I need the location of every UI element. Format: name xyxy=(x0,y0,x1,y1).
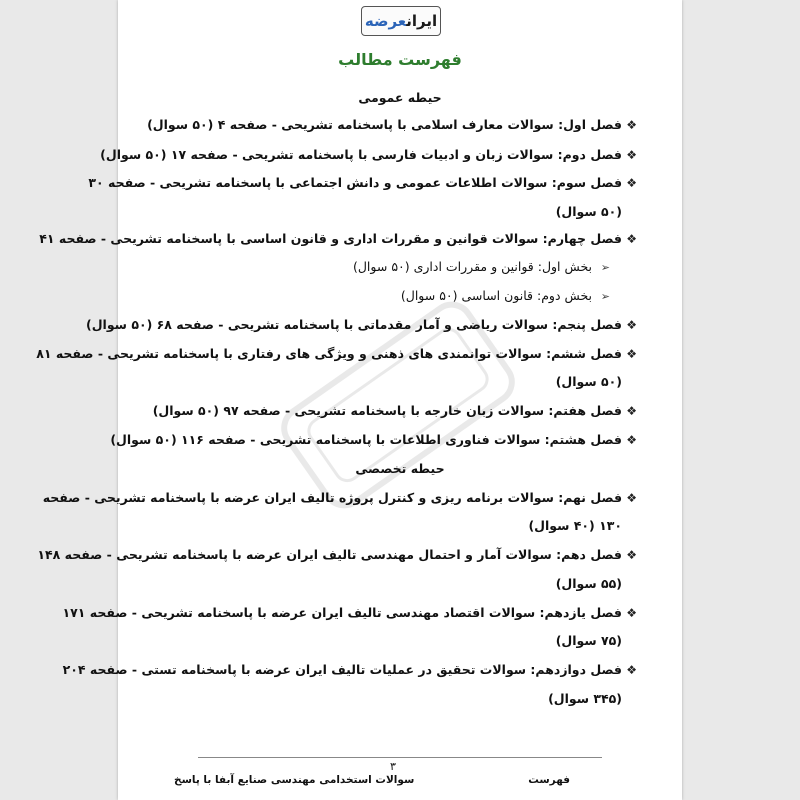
toc-entry-6[interactable]: فصل ششم: سوالات توانمندی های ذهنی و ویژگی های رفتاری با پاسخنامه تشریحی - صفحه ۸۱ xyxy=(36,346,622,361)
footer-divider xyxy=(198,757,602,758)
document-page xyxy=(36,0,682,800)
bullet-icon: ❖ xyxy=(626,176,637,190)
toc-entry-11-continued: (۷۵ سوال) xyxy=(555,633,622,648)
bullet-icon: ❖ xyxy=(626,232,637,246)
bullet-icon: ❖ xyxy=(626,118,637,132)
toc-entry-9-continued: ۱۳۰ (۴۰ سوال) xyxy=(528,518,622,533)
section-heading-general: حیطه عمومی xyxy=(358,90,442,105)
toc-entry-2[interactable]: فصل دوم: سوالات زبان و ادبیات فارسی با پاسخنامه تشریحی - صفحه ۱۷ (۵۰ سوال) xyxy=(100,147,622,162)
toc-entry-3-continued: (۵۰ سوال) xyxy=(555,204,622,219)
sub-bullet-arrow-icon: ➢ xyxy=(600,290,610,303)
brand-logo xyxy=(361,6,441,36)
toc-entry-9[interactable]: فصل نهم: سوالات برنامه ریزی و کنترل پروژه تالیف ایران عرضه با پاسخنامه تشریحی - صفحه xyxy=(42,490,622,505)
bullet-icon: ❖ xyxy=(626,491,637,505)
toc-entry-10[interactable]: فصل دهم: سوالات آمار و احتمال مهندسی تالیف ایران عرضه با پاسخنامه تشریحی - صفحه ۱۴۸ xyxy=(37,547,622,562)
bullet-icon: ❖ xyxy=(626,148,637,162)
logo-text-part1: ایران xyxy=(406,12,438,30)
toc-entry-11[interactable]: فصل یازدهم: سوالات اقتصاد مهندسی تالیف ایران عرضه با پاسخنامه تشریحی - صفحه ۱۷۱ xyxy=(62,605,622,620)
toc-entry-4[interactable]: فصل چهارم: سوالات قوانین و مقررات اداری و قانون اساسی با پاسخنامه تشریحی - صفحه ۴۱ xyxy=(39,231,622,246)
logo-text-part2: عرضه xyxy=(364,12,407,30)
toc-entry-12[interactable]: فصل دوازدهم: سوالات تحقیق در عملیات تالیف ایران عرضه با پاسخنامه تستی - صفحه ۲۰۴ xyxy=(62,662,622,677)
toc-entry-5[interactable]: فصل پنجم: سوالات ریاضی و آمار مقدماتی با پاسخنامه تشریحی - صفحه ۶۸ (۵۰ سوال) xyxy=(85,317,622,332)
toc-entry-10-continued: (۵۵ سوال) xyxy=(555,576,622,591)
sub-bullet-arrow-icon: ➢ xyxy=(600,261,610,274)
bullet-icon: ❖ xyxy=(626,663,637,677)
toc-subentry-4-1[interactable]: بخش اول: قوانین و مقررات اداری (۵۰ سوال) xyxy=(352,259,592,274)
page-number: ۳ xyxy=(390,760,396,773)
footer-section-label: فهرست xyxy=(528,774,570,786)
section-heading-specialized: حیطه تخصصی xyxy=(355,461,445,476)
bullet-icon: ❖ xyxy=(626,433,637,447)
toc-subentry-4-2[interactable]: بخش دوم: قانون اساسی (۵۰ سوال) xyxy=(400,288,592,303)
bullet-icon: ❖ xyxy=(626,606,637,620)
toc-entry-7[interactable]: فصل هفتم: سوالات زبان خارجه با پاسخنامه تشریحی - صفحه ۹۷ (۵۰ سوال) xyxy=(152,403,622,418)
toc-entry-12-continued: (۳۴۵ سوال) xyxy=(548,691,622,706)
toc-entry-6-continued: (۵۰ سوال) xyxy=(555,374,622,389)
toc-entry-1[interactable]: فصل اول: سوالات معارف اسلامی با پاسخنامه تشریحی - صفحه ۴ (۵۰ سوال) xyxy=(147,117,622,132)
toc-entry-8[interactable]: فصل هشتم: سوالات فناوری اطلاعات با پاسخنامه تشریحی - صفحه ۱۱۶ (۵۰ سوال) xyxy=(110,432,622,447)
bullet-icon: ❖ xyxy=(626,347,637,361)
bullet-icon: ❖ xyxy=(626,318,637,332)
bullet-icon: ❖ xyxy=(626,404,637,418)
bullet-icon: ❖ xyxy=(626,548,637,562)
toc-title: فهرست مطالب xyxy=(338,50,462,69)
footer-book-title: سوالات استخدامی مهندسی صنایع آبفا با پاسخ xyxy=(174,774,415,786)
toc-entry-3[interactable]: فصل سوم: سوالات اطلاعات عمومی و دانش اجتماعی با پاسخنامه تشریحی - صفحه ۳۰ xyxy=(88,175,622,190)
